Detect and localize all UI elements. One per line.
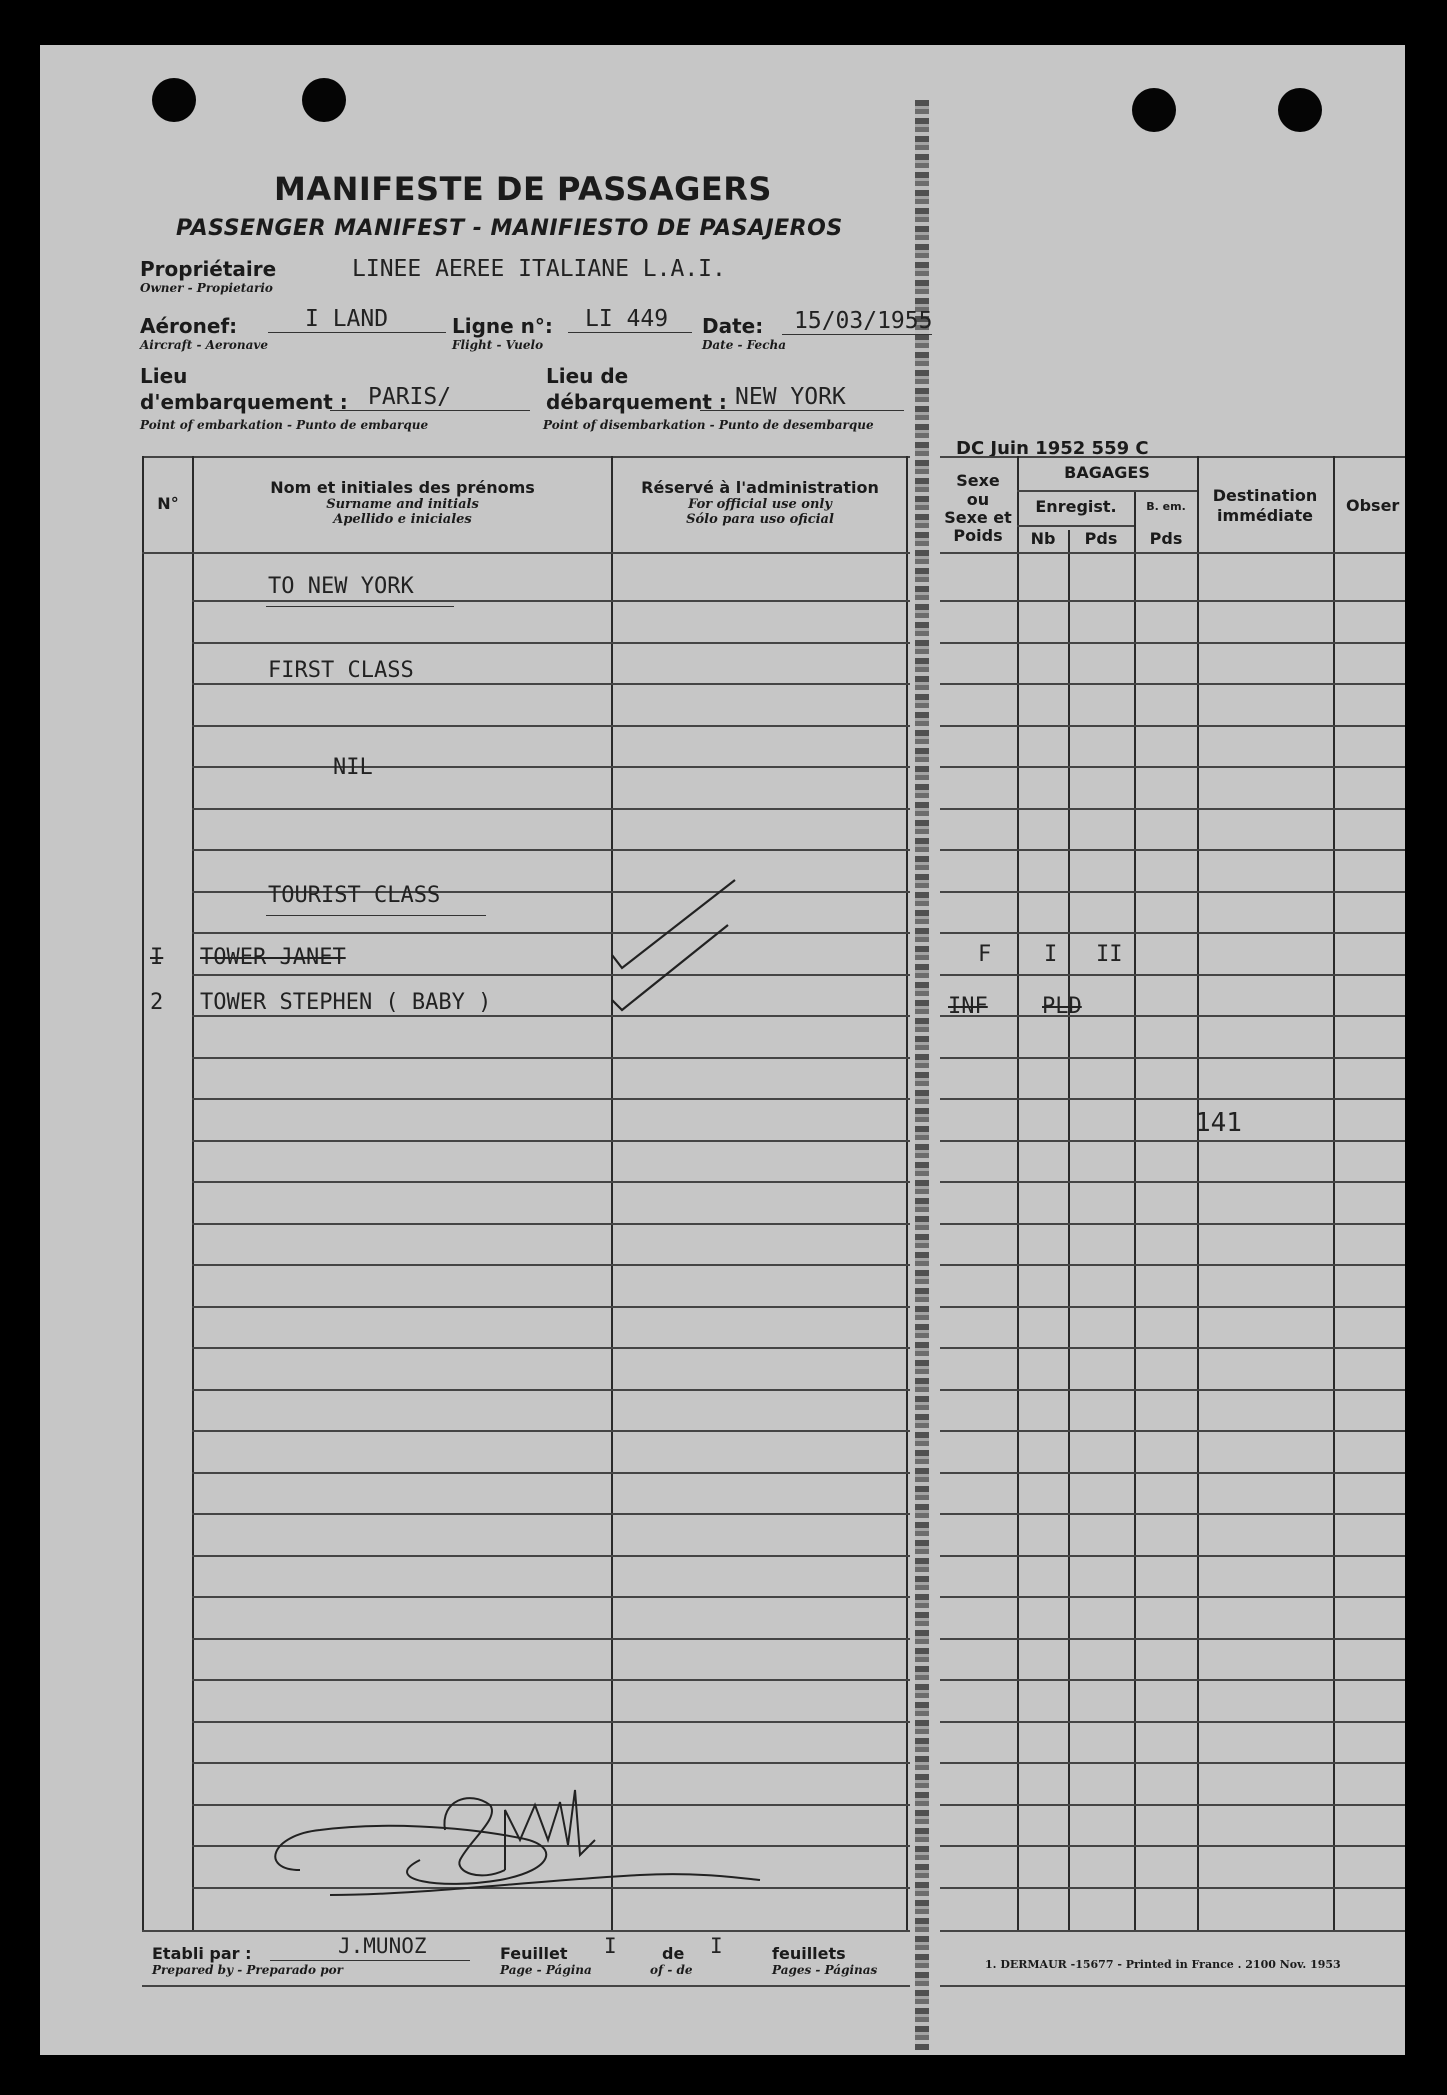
check-mark-passenger-2: [612, 925, 728, 1010]
form-code: DC Juin 1952 559 C: [956, 438, 1149, 459]
passenger-2-sex: INF: [948, 994, 988, 1019]
owner-sublabel: Owner - Propietario: [140, 281, 273, 295]
aircraft-sublabel: Aircraft - Aeronave: [140, 338, 269, 352]
col-header-name-sub2: Apellido e iniciales: [333, 512, 472, 527]
embark-label-1: Lieu: [140, 364, 188, 388]
prepared-by-value: J.MUNOZ: [338, 1934, 427, 1958]
disembark-label-1: Lieu de: [546, 364, 629, 388]
check-mark-passenger-1: [612, 880, 735, 968]
flight-value: LI 449: [585, 306, 669, 332]
entry-first-class: FIRST CLASS: [268, 658, 414, 683]
col-header-observations: Obser: [1346, 496, 1400, 515]
embark-value: PARIS/: [368, 384, 452, 410]
footer-top-border-right: [940, 1930, 1405, 1932]
page-title: MANIFESTE DE PASSAGERS: [274, 170, 772, 208]
col-header-sex-1: Sexe: [956, 471, 1000, 490]
date-sublabel: Date - Fecha: [702, 338, 786, 352]
passenger-2-name: TOWER STEPHEN ( BABY ): [200, 990, 492, 1015]
owner-label: Propriétaire: [140, 257, 277, 281]
prepared-by-label: Etabli par :: [152, 1944, 252, 1963]
col-header-destination-1: Destination: [1212, 486, 1318, 505]
flight-sublabel: Flight - Vuelo: [452, 338, 544, 352]
disembark-value: NEW YORK: [735, 384, 846, 410]
col-header-admin: Réservé à l'administration: [641, 478, 879, 497]
embark-sublabel: Point of embarkation - Punto de embarque: [140, 418, 429, 432]
col-header-enregist: Enregist.: [1035, 497, 1117, 516]
destination-note: 141: [1195, 1108, 1242, 1138]
printer-imprint: 1. DERMAUR -15677 - Printed in France . 2100 Nov. 1953: [985, 1958, 1341, 1971]
pages-label: feuillets: [772, 1944, 846, 1963]
col-header-no: N°: [157, 494, 179, 513]
disembark-label-2: débarquement :: [546, 390, 727, 414]
col-header-pds-2: Pds: [1149, 529, 1183, 548]
passenger-1-name: TOWER JANET: [200, 945, 346, 970]
passenger-1-number: I: [150, 945, 164, 970]
col-header-bagages: BAGAGES: [1064, 463, 1150, 482]
col-header-hand: B. em.: [1146, 500, 1186, 513]
entry-tourist-class: TOURIST CLASS: [268, 883, 441, 908]
sheet-value: I: [604, 1934, 617, 1958]
of-sublabel: of - de: [650, 1963, 693, 1977]
passenger-2-number: 2: [150, 990, 164, 1015]
entry-to-destination: TO NEW YORK: [268, 574, 414, 599]
prepared-by-sublabel: Prepared by - Preparado por: [152, 1963, 343, 1977]
disembark-sublabel: Point of disembarkation - Punto de desembarque: [543, 418, 874, 432]
passenger-1-bag-weight: II: [1096, 942, 1123, 967]
page-subtitle: PASSENGER MANIFEST - MANIFIESTO DE PASAJEROS: [176, 216, 843, 241]
col-header-name-sub1: Surname and initials: [326, 497, 479, 512]
owner-value: LINEE AEREE ITALIANE L.A.I.: [352, 256, 726, 282]
col-header-pds-1: Pds: [1084, 529, 1118, 548]
date-label: Date:: [702, 314, 764, 338]
col-header-nb: Nb: [1030, 529, 1056, 548]
col-header-sex-4: Poids: [953, 526, 1003, 545]
col-header-destination-2: immédiate: [1217, 506, 1313, 525]
footer-bottom-border: [142, 1985, 910, 1987]
embark-label-2: d'embarquement :: [140, 390, 348, 414]
prepared-by-underline: [270, 1960, 470, 1961]
passenger-2-baggage: PLD: [1042, 994, 1082, 1019]
col-header-admin-sub2: Sólo para uso oficial: [686, 512, 834, 527]
of-value: I: [710, 1934, 723, 1958]
sheet-label: Feuillet: [500, 1944, 568, 1963]
sheet-sublabel: Page - Página: [500, 1963, 592, 1977]
col-header-sex-2: ou: [966, 490, 990, 509]
passenger-1-sex: F: [978, 942, 992, 967]
passenger-1-bag-count: I: [1044, 942, 1058, 967]
col-header-name: Nom et initiales des prénoms: [270, 478, 535, 497]
footer-top-border-left: [142, 1930, 910, 1932]
entry-first-class-nil: NIL: [333, 755, 373, 780]
signature: [275, 1790, 760, 1895]
col-header-admin-sub1: For official use only: [688, 497, 832, 512]
of-label: de: [662, 1944, 685, 1963]
col-header-sex-3: Sexe et: [944, 508, 1012, 527]
flight-label: Ligne n°:: [452, 314, 553, 338]
footer-bottom-border-right: [940, 1985, 1405, 1987]
pages-sublabel: Pages - Páginas: [772, 1963, 878, 1977]
aircraft-label: Aéronef:: [140, 314, 238, 338]
date-value: 15/03/1955: [794, 308, 933, 334]
aircraft-value: I LAND: [305, 306, 389, 332]
